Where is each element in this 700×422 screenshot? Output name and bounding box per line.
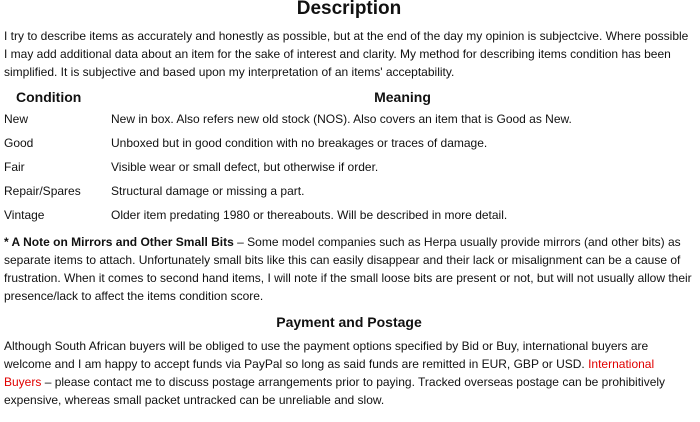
intro-paragraph: I try to describe items as accurately and honestly as possible, but at the end of the day my opinion is subjectcive. Where possible I may add additional data about an item for the sake of interest and clarity. My method for describing items condition has been simplified. It is subjective and based upon my interpretation of an items' acceptability. — [4, 29, 689, 79]
table-row — [4, 208, 694, 232]
payment-paragraph — [4, 337, 694, 409]
condition-table-header — [4, 88, 694, 112]
condition-header: Condition — [16, 89, 82, 105]
meaning-good: Unboxed but in good condition with no breakages or traces of damage. — [111, 136, 488, 150]
note-text: – Some model companies such as Herpa usually provide mirrors (and other bits) as separate items to attach. Unfortunately small bits like this can easily disappear and their lack or misalignment can be a cause of frustration. When it comes to second hand items, I will note if the small loose bits are present or not, but will not usually allow their presence/lack to affect the items condition score. — [4, 235, 692, 303]
international-buyers-highlight: International Buyers — [4, 357, 655, 389]
payment-text-after: – please contact me to discuss postage arrangements prior to paying. Tracked overseas postage can be prohibitively expensive, whereas small packet untracked can be unreliable and slow. — [4, 375, 666, 407]
meaning-fair: Visible wear or small defect, but otherwise if order. — [111, 160, 379, 174]
meaning-repair-spares: Structural damage or missing a part. — [111, 184, 305, 198]
meaning-vintage: Older item predating 1980 or thereabouts. Will be described in more detail. — [111, 208, 508, 222]
condition-repair-spares: Repair/Spares — [4, 184, 81, 198]
condition-fair: Fair — [4, 160, 25, 174]
table-row — [4, 160, 694, 184]
meaning-header: Meaning — [374, 89, 431, 105]
condition-vintage: Vintage — [4, 208, 45, 222]
table-row — [4, 184, 694, 208]
payment-heading: Payment and Postage — [276, 314, 422, 330]
meaning-new: New in box. Also refers new old stock (NOS). Also covers an item that is Good as New. — [111, 112, 572, 126]
condition-table — [4, 88, 694, 232]
note-title: * A Note on Mirrors and Other Small Bits — [4, 235, 234, 249]
page-title: Description — [296, 0, 402, 19]
table-row — [4, 136, 694, 160]
small-bits-note — [4, 233, 694, 305]
payment-text-before: Although South African buyers will be obliged to use the payment options specified by Bid or Buy, international buyers are welcome and I am happy to accept funds via PayPal so long as said funds are remitted in EUR, GBP or USD. — [4, 339, 649, 371]
table-row — [4, 112, 694, 136]
condition-good: Good — [4, 136, 34, 150]
condition-new: New — [4, 112, 29, 126]
